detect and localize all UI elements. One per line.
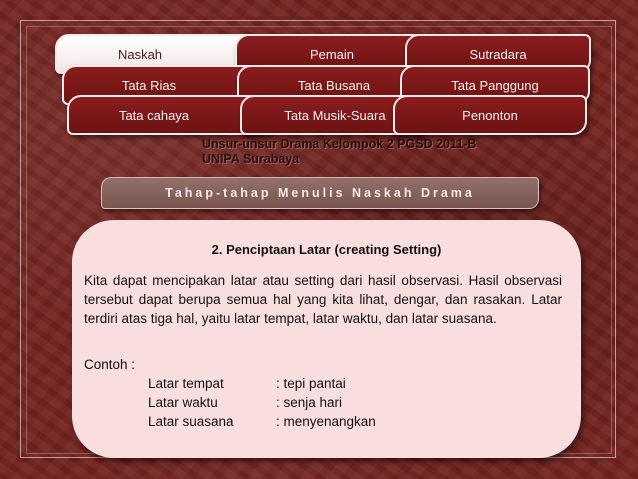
tag-label: Naskah bbox=[117, 46, 163, 62]
example-value: : senja hari bbox=[276, 395, 343, 410]
tag-label: Tata Panggung bbox=[451, 77, 539, 93]
content-card bbox=[72, 220, 581, 458]
example-term: Latar tempat bbox=[148, 376, 224, 391]
example-value: : menyenangkan bbox=[276, 414, 376, 429]
subtitle-line-2: UNIPA Surabaya bbox=[202, 152, 300, 166]
subtitle bbox=[202, 137, 562, 167]
tag-label: Sutradara bbox=[469, 46, 527, 62]
card-title: 2. Penciptaan Latar (creating Setting) bbox=[211, 242, 442, 257]
tag-label: Tata Rias bbox=[121, 77, 177, 93]
section-title-bar bbox=[101, 177, 539, 209]
card-paragraph: Kita dapat mencipakan latar atau setting dari hasil observasi. Hasil observasi tersebut dapat berupa semua hal yang kita lihat, dengar, dan rasakan. Latar terdiri atas tiga hal, yaitu latar tempat, latar waktu, dan latar suasana. bbox=[84, 273, 562, 326]
subtitle-line-1: Unsur-unsur Drama Kelompok 2 PGSD 2011-B bbox=[202, 137, 477, 151]
example-term: Latar waktu bbox=[148, 395, 218, 410]
contoh-label: Contoh : bbox=[84, 357, 136, 372]
example-term: Latar suasana bbox=[148, 414, 234, 429]
tag-label: Penonton bbox=[462, 107, 518, 123]
tag-label: Tata Busana bbox=[297, 77, 371, 93]
tag-label: Tata cahaya bbox=[118, 107, 190, 123]
section-title: Tahap-tahap Menulis Naskah Drama bbox=[165, 186, 475, 200]
tag-penonton[interactable] bbox=[393, 95, 587, 135]
tag-label: Tata Musik-Suara bbox=[284, 107, 386, 123]
example-value: : tepi pantai bbox=[276, 376, 346, 391]
tag-label: Pemain bbox=[309, 46, 355, 62]
